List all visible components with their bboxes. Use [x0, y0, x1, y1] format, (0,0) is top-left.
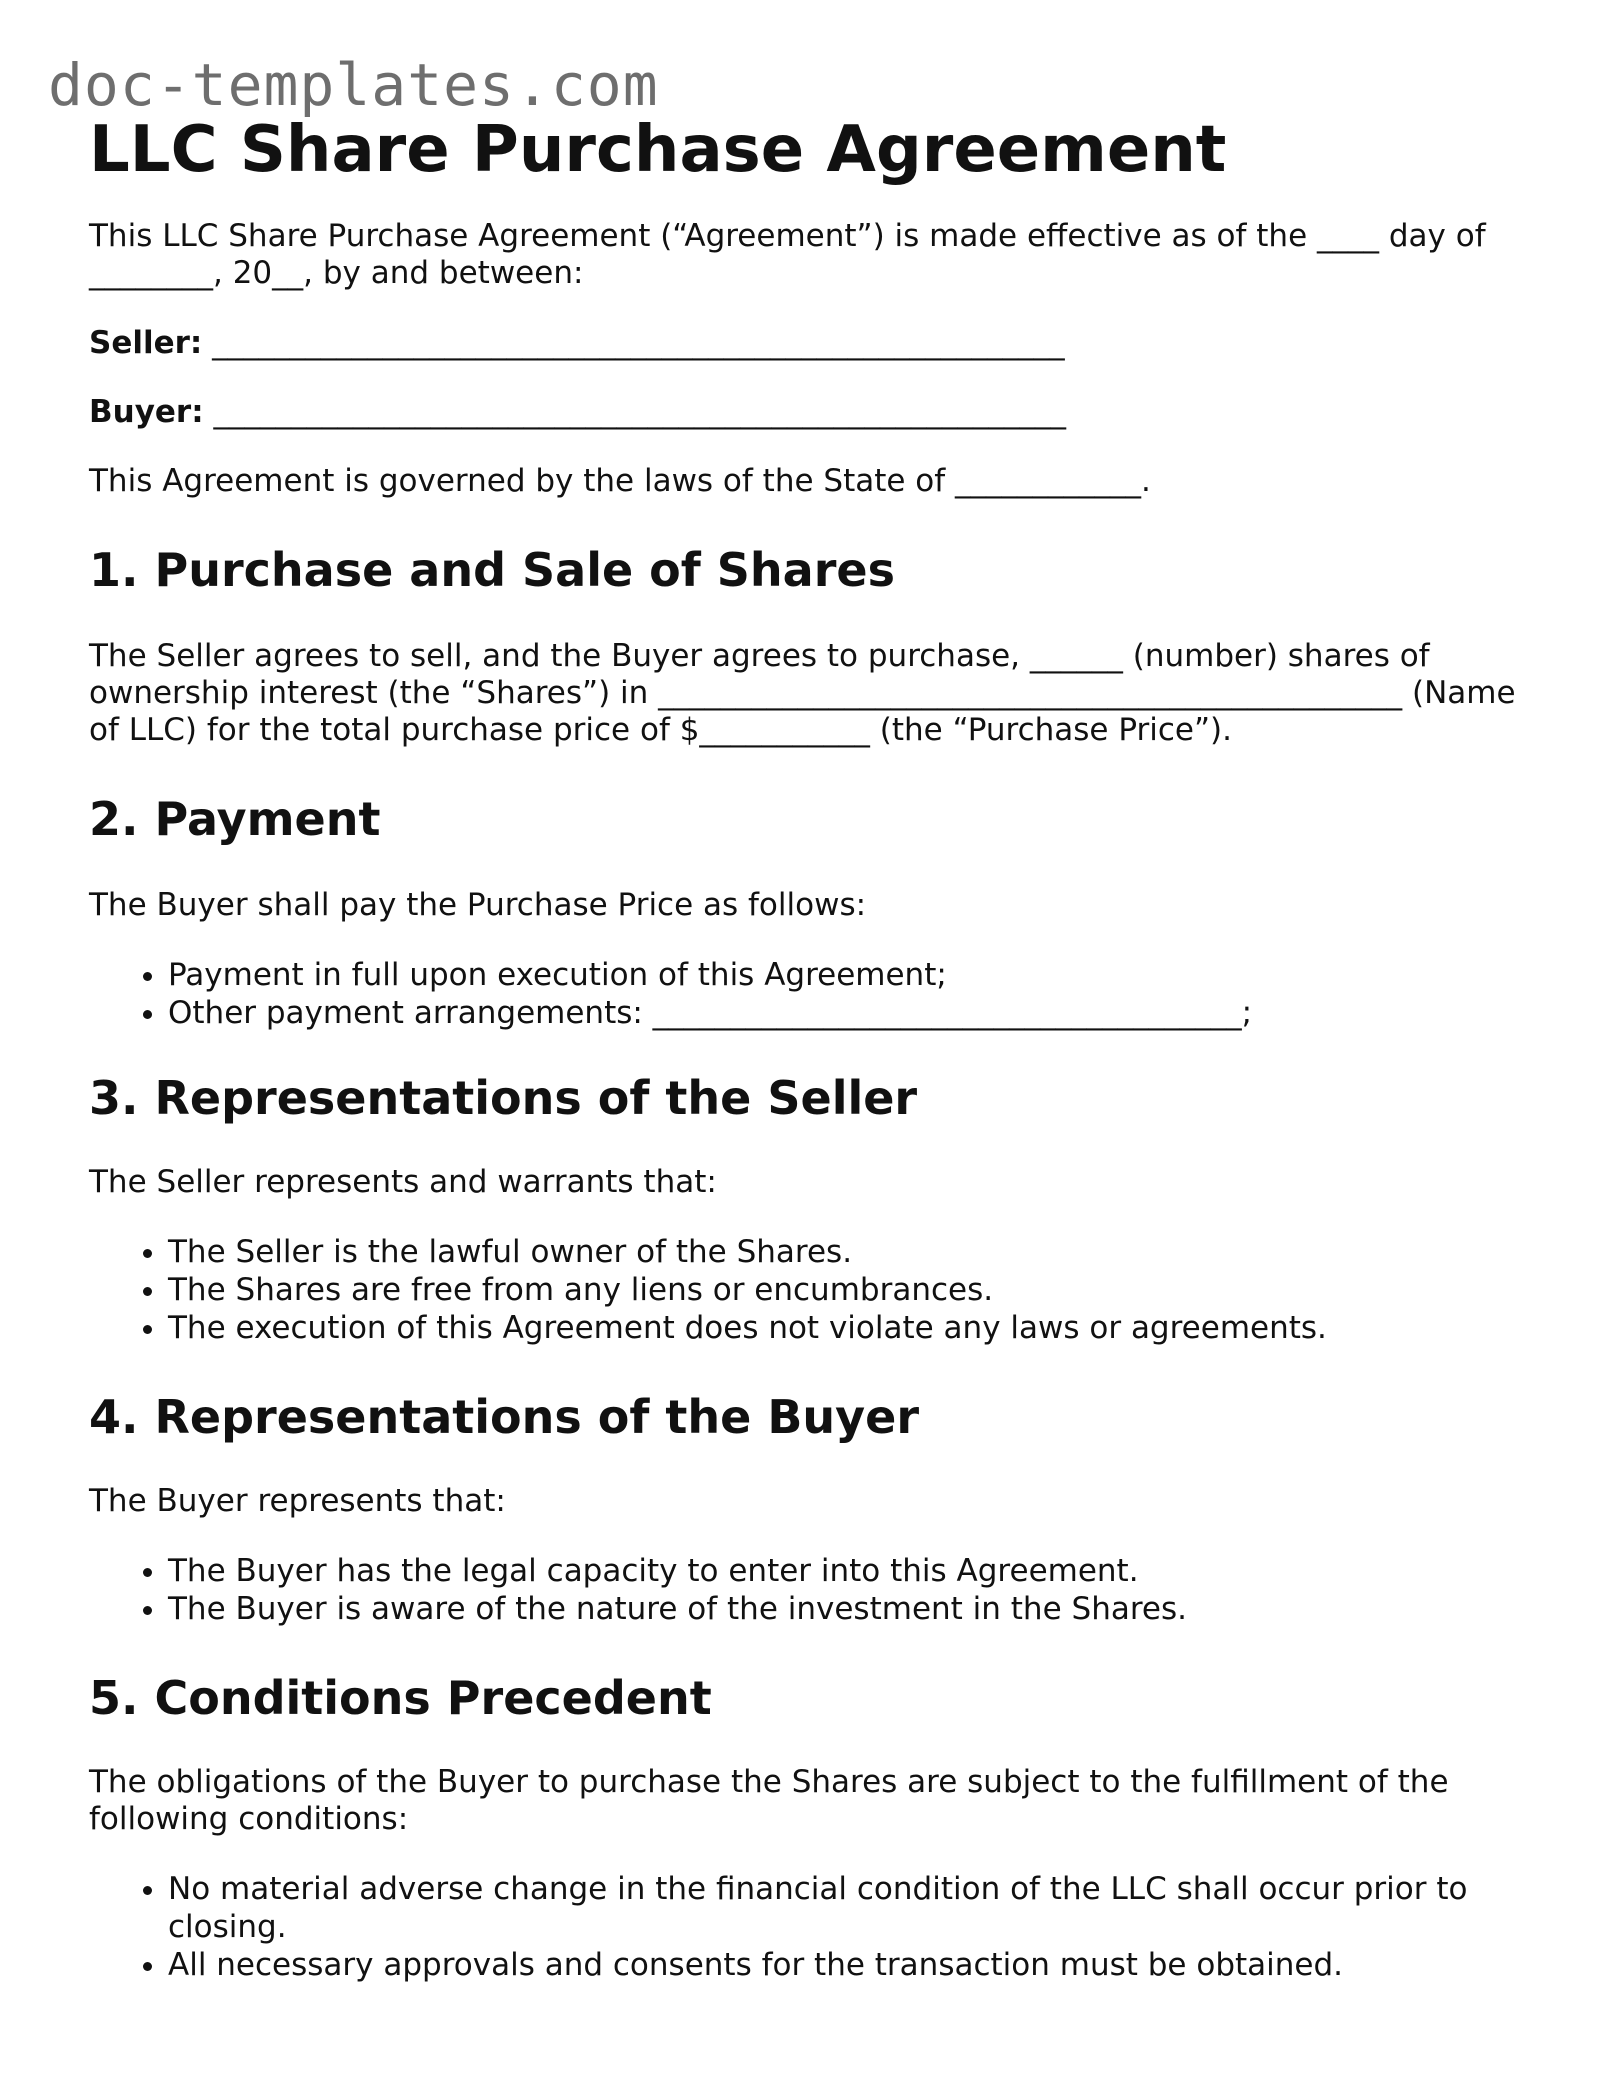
section-body-conditions-precedent: The obligations of the Buyer to purchase the Shares are subject to the fulfillment of the following conditions:: [89, 1764, 1449, 1837]
section-heading-purchase-and-sale: 1. Purchase and Sale of Shares: [89, 543, 895, 597]
buyer-label: Buyer:: [89, 394, 204, 430]
section-heading-buyer-representations: 4. Representations of the Buyer: [89, 1390, 920, 1444]
list-item: • The Seller is the lawful owner of the Shares.: [168, 1233, 1529, 1271]
section-body-buyer-representations: The Buyer represents that:: [89, 1483, 506, 1519]
buyer-line: [89, 394, 1529, 431]
section-body-seller-representations: The Seller represents and warrants that:: [89, 1164, 717, 1200]
list-item: • The Buyer has the legal capacity to enter into this Agreement.: [168, 1552, 1529, 1590]
section-heading-payment: 2. Payment: [89, 792, 381, 846]
list-item: • Payment in full upon execution of this Agreement;: [168, 956, 1529, 994]
seller-label: Seller:: [89, 325, 203, 361]
document-title: LLC Share Purchase Agreement: [89, 113, 1227, 187]
list-item: • The Shares are free from any liens or encumbrances.: [168, 1271, 1529, 1309]
buyer-representations-list: [89, 1552, 1529, 1628]
intro-paragraph: This LLC Share Purchase Agreement (“Agreement”) is made effective as of the ____ day of ________, 20__, by and between:: [89, 218, 1486, 291]
section-heading-seller-representations: 3. Representations of the Seller: [89, 1071, 918, 1125]
list-item: • All necessary approvals and consents for the transaction must be obtained.: [168, 1946, 1529, 1984]
buyer-blank: _______________________________________________________: [203, 394, 1066, 430]
list-item: • No material adverse change in the financial condition of the LLC shall occur prior to closing.: [168, 1870, 1529, 1946]
seller-blank: _______________________________________________________: [202, 325, 1065, 361]
site-watermark: doc-templates.com: [48, 51, 659, 119]
list-item: • The execution of this Agreement does not violate any laws or agreements.: [168, 1309, 1529, 1347]
list-item: • The Buyer is aware of the nature of the investment in the Shares.: [168, 1590, 1529, 1628]
document-page: [89, 108, 1529, 1984]
section-body-payment: The Buyer shall pay the Purchase Price as follows:: [89, 887, 867, 923]
payment-list: [89, 956, 1529, 1032]
list-item: • Other payment arrangements: ______________________________________;: [168, 994, 1529, 1032]
section-body-purchase-and-sale: The Seller agrees to sell, and the Buyer agrees to purchase, ______ (number) shares of ownership interest (the “Shares”) in ________________________________________________ (Name of LLC) for the total purchase price of $___________ (the “Purchase Price”).: [89, 638, 1516, 748]
conditions-list: [89, 1870, 1529, 1984]
seller-representations-list: [89, 1233, 1529, 1347]
section-heading-conditions-precedent: 5. Conditions Precedent: [89, 1671, 712, 1725]
governing-law-paragraph: This Agreement is governed by the laws of the State of ____________.: [89, 463, 1151, 499]
seller-line: [89, 325, 1529, 362]
